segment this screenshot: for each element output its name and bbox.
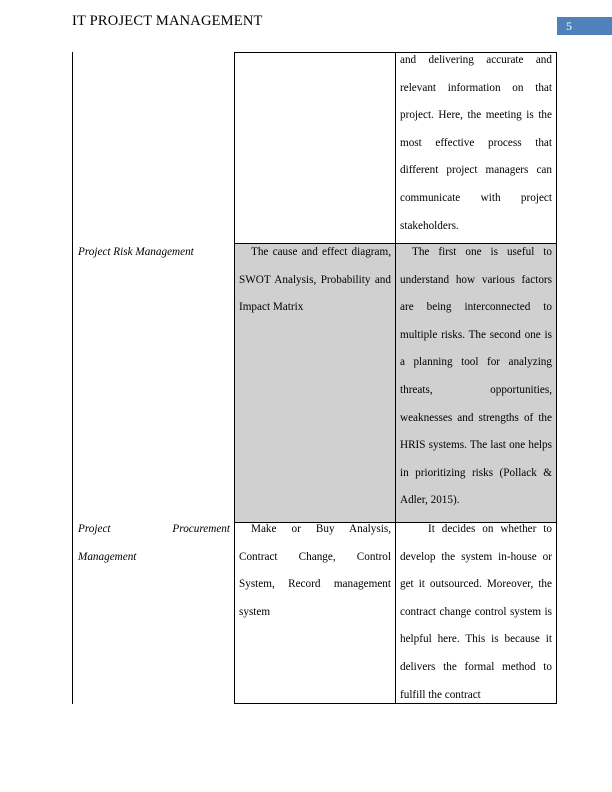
running-header: IT PROJECT MANAGEMENT: [72, 13, 263, 29]
table-cell-description: It decides on whether to develop the system in-house or get it outsourced. Moreover, the contract change control system is helpful here. This is because it delivers the formal method to fulfill the contract: [400, 523, 552, 701]
table-bottom-border: [234, 703, 557, 704]
table-cell-area: Project Procurement Management: [78, 523, 230, 563]
description-column-left-border: [395, 52, 396, 704]
table-cell-area: Project Risk Management: [78, 246, 194, 258]
table-left-border: [72, 52, 73, 704]
page-number: 5: [557, 17, 612, 35]
table-cell-description: and delivering accurate and relevant information on that project. Here, the meeting is the most effective process that different project managers can communicate with project stakeholders.: [400, 54, 552, 232]
tools-column-left-border: [234, 52, 235, 704]
table-cell-tools: Make or Buy Analysis, Contract Change, Control System, Record management system: [239, 523, 391, 618]
table-cell-tools: The cause and effect diagram, SWOT Analysis, Probability and Impact Matrix: [239, 246, 391, 314]
table-right-border: [556, 52, 557, 704]
table-cell-description: The first one is useful to understand how various factors are being interconnected to multiple risks. The second one is a planning tool for analyzing threats, opportunities, weaknesses and strengths of the HRIS systems. The last one helps in prioritizing risks (Pollack & Adler, 2015).: [400, 246, 552, 507]
project-management-table: [72, 52, 557, 704]
